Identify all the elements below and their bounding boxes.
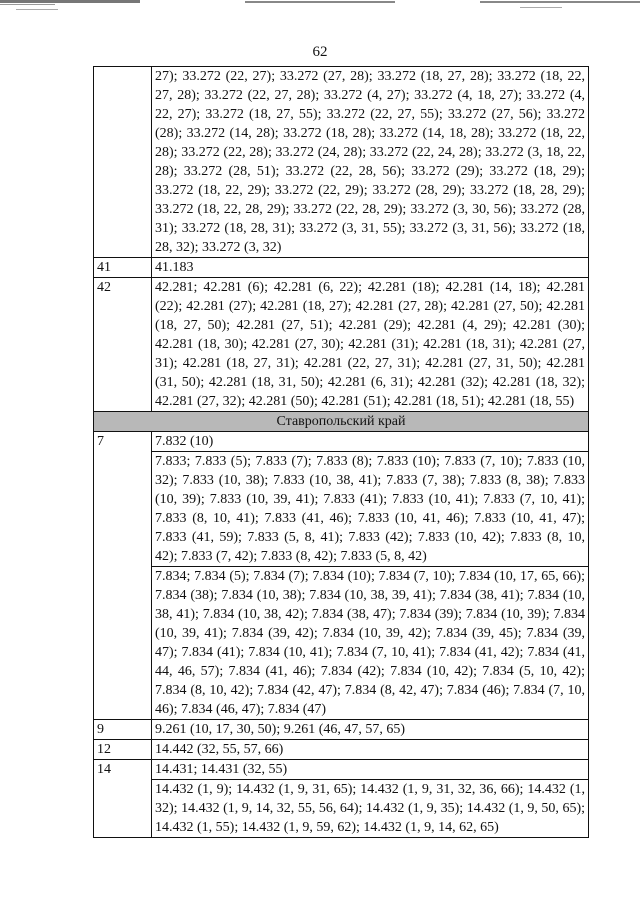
section-heading-row [94, 412, 589, 432]
row-codes: 7.834; 7.834 (5); 7.834 (7); 7.834 (10); 7.834 (7, 10); 7.834 (10, 17, 65, 66); 7.834 (38); 7.834 (10, 38); 7.834 (10, 38, 39, 41); 7.834 (38, 41); 7.834 (10, 38, 41); 7.834 (10, 38, 42); 7.834 (38, 47); 7.834 (39); 7.834 (10, 39); 7.834 (10, 39, 41); 7.834 (39, 42); 7.834 (10, 39, 42); 7.834 (39, 45); 7.834 (39, 47); 7.834 (41); 7.834 (10, 41); 7.834 (7, 10, 41); 7.834 (41, 42); 7.834 (41, 44, 46, 57); 7.834 (41, 46); 7.834 (42); 7.834 (10, 42); 7.834 (5, 10, 42); 7.834 (8, 10, 42); 7.834 (42, 47); 7.834 (8, 42, 47); 7.834 (46); 7.834 (7, 10, 46); 7.834 (46, 47); 7.834 (47) [152, 567, 589, 720]
row-number: 12 [94, 740, 152, 760]
row-codes: 14.432 (1, 9); 14.432 (1, 9, 31, 65); 14.432 (1, 9, 31, 32, 36, 66); 14.432 (1, 32); 14.432 (1, 9, 14, 32, 55, 56, 64); 14.432 (1, 9, 35); 14.432 (1, 9, 50, 65); 14.432 (1, 55); 14.432 (1, 9, 59, 62); 14.432 (1, 9, 14, 62, 65) [152, 780, 589, 838]
row-codes: 27); 33.272 (22, 27); 33.272 (27, 28); 33.272 (18, 27, 28); 33.272 (18, 22, 27, 28); 33.272 (22, 27, 28); 33.272 (4, 27); 33.272 (4, 18, 27); 33.272 (4, 22, 27); 33.272 (18, 27, 55); 33.272 (22, 27, 55); 33.272 (27, 56); 33.272 (28); 33.272 (14, 28); 33.272 (18, 28); 33.272 (14, 18, 28); 33.272 (18, 22, 28); 33.272 (22, 28); 33.272 (24, 28); 33.272 (22, 24, 28); 33.272 (3, 18, 22, 28); 33.272 (28, 51); 33.272 (22, 28, 56); 33.272 (29); 33.272 (18, 29); 33.272 (18, 22, 29); 33.272 (22, 29); 33.272 (28, 29); 33.272 (18, 28, 29); 33.272 (18, 22, 28, 29); 33.272 (22, 28, 29); 33.272 (3, 30, 56); 33.272 (28, 31); 33.272 (18, 28, 31); 33.272 (3, 31, 55); 33.272 (3, 31, 56); 33.272 (18, 28, 32); 33.272 (3, 32) [152, 67, 589, 258]
row-number [94, 67, 152, 258]
table-row [94, 452, 589, 567]
table-row [94, 780, 589, 838]
row-codes: 14.442 (32, 55, 57, 66) [152, 740, 589, 760]
table-row [94, 278, 589, 412]
row-number: 42 [94, 278, 152, 412]
row-number: 7 [94, 432, 152, 720]
table-row [94, 720, 589, 740]
row-number: 14 [94, 760, 152, 838]
classification-table [93, 66, 589, 838]
row-number: 41 [94, 258, 152, 278]
section-title: Ставропольский край [94, 412, 589, 432]
row-codes: 42.281; 42.281 (6); 42.281 (6, 22); 42.281 (18); 42.281 (14, 18); 42.281 (22); 42.281 (27); 42.281 (18, 27); 42.281 (27, 28); 42.281 (27, 50); 42.281 (18, 27, 50); 42.281 (27, 51); 42.281 (29); 42.281 (4, 29); 42.281 (30); 42.281 (18, 30); 42.281 (27, 30); 42.281 (31); 42.281 (18, 31); 42.281 (27, 31); 42.281 (18, 27, 31); 42.281 (22, 27, 31); 42.281 (27, 31, 50); 42.281 (31, 50); 42.281 (18, 31, 50); 42.281 (6, 31); 42.281 (32); 42.281 (18, 32); 42.281 (27, 32); 42.281 (50); 42.281 (51); 42.281 (18, 51); 42.281 (18, 55) [152, 278, 589, 412]
row-codes: 9.261 (10, 17, 30, 50); 9.261 (46, 47, 57, 65) [152, 720, 589, 740]
row-codes: 41.183 [152, 258, 589, 278]
scan-edge-artifact [0, 0, 640, 14]
row-number: 9 [94, 720, 152, 740]
row-codes: 7.832 (10) [152, 432, 589, 452]
table-row [94, 760, 589, 780]
table-row [94, 567, 589, 720]
row-codes: 14.431; 14.431 (32, 55) [152, 760, 589, 780]
table-row [94, 67, 589, 258]
page-number: 62 [312, 44, 328, 60]
table-row [94, 432, 589, 452]
table-row [94, 258, 589, 278]
row-codes: 7.833; 7.833 (5); 7.833 (7); 7.833 (8); 7.833 (10); 7.833 (7, 10); 7.833 (10, 32); 7.833 (10, 38); 7.833 (10, 38, 41); 7.833 (7, 38); 7.833 (8, 38); 7.833 (10, 39); 7.833 (10, 39, 41); 7.833 (41); 7.833 (10, 41); 7.833 (7, 10, 41); 7.833 (8, 10, 41); 7.833 (41, 46); 7.833 (10, 41, 46); 7.833 (10, 41, 47); 7.833 (41, 59); 7.833 (5, 8, 41); 7.833 (42); 7.833 (10, 42); 7.833 (8, 10, 42); 7.833 (7, 42); 7.833 (8, 42); 7.833 (5, 8, 42) [152, 452, 589, 567]
table-row [94, 740, 589, 760]
